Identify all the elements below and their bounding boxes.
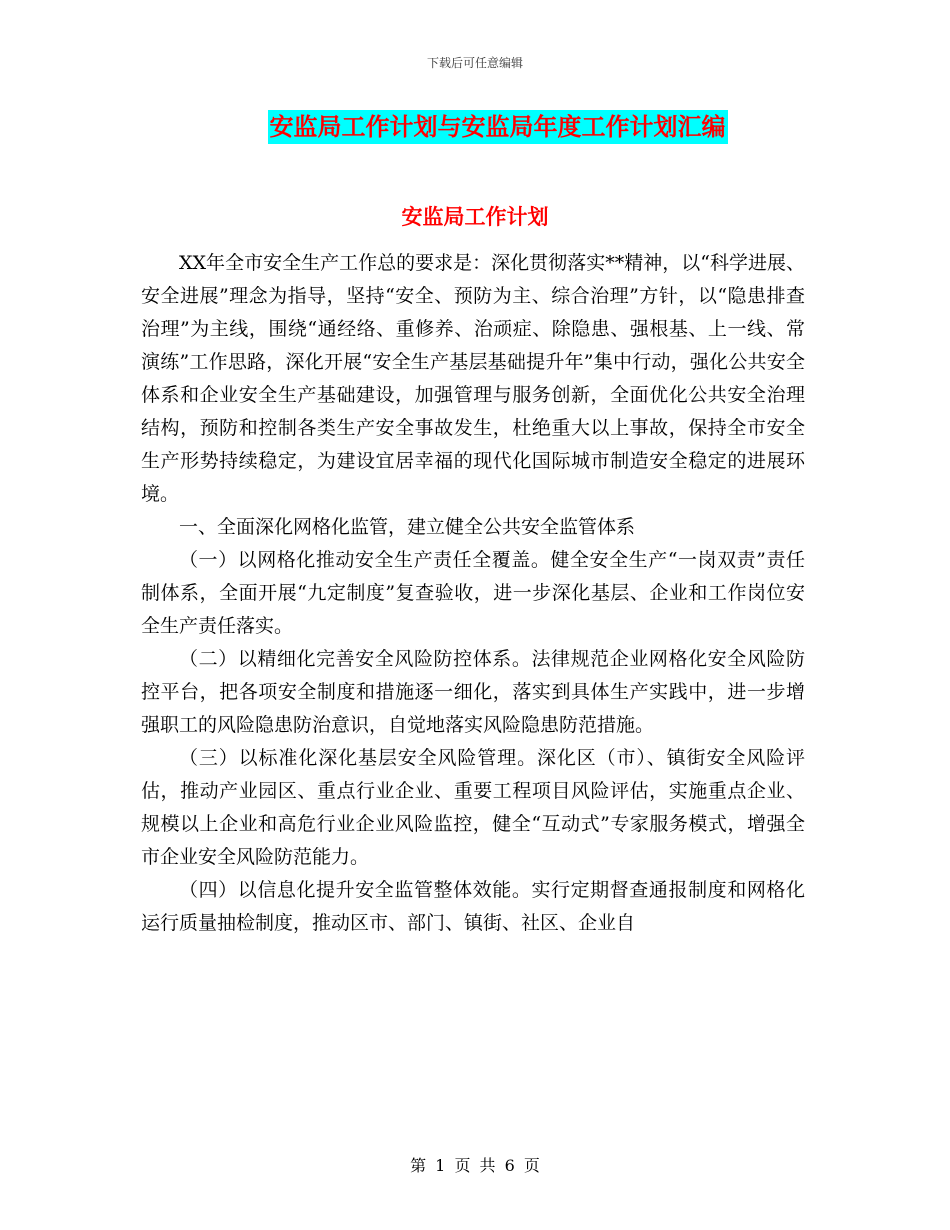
paragraph-item-3: （三）以标准化深化基层安全风险管理。深化区（市）、镇街安全风险评估，推动产业园区、重点行业企业、重要工程项目风险评估，实施重点企业、规模以上企业和高危行业企业风险监控，健全“互动式”专家服务模式，增强全市企业安全风险防范能力。 (141, 747, 805, 868)
document-title: 安监局工作计划与安监局年度工作计划汇编 (268, 110, 728, 144)
section-title: 安监局工作计划 (401, 205, 549, 229)
paragraph-item-2: （二）以精细化完善安全风险防控体系。法律规范企业网格化安全风险防控平台，把各项安全制度和措施逐一细化，落实到具体生产实践中，进一步增强职工的风险隐患防治意识，自觉地落实风险隐患防范措施。 (141, 648, 805, 736)
document-title-container (0, 110, 950, 144)
paragraph-item-1: （一）以网格化推动安全生产责任全覆盖。健全安全生产“一岗双责”责任制体系，全面开展“九定制度”复查验收，进一步深化基层、企业和工作岗位安全生产责任落实。 (141, 549, 805, 637)
heading-part-one: 一、全面深化网格化监管，建立健全公共安全监管体系 (179, 516, 636, 538)
page-number-footer: 第 1 页 共 6 页 (410, 1156, 540, 1175)
document-body (141, 247, 805, 940)
paragraph-intro: XX年全市安全生产工作总的要求是：深化贯彻落实**精神，以“科学进展、安全进展”理念为指导，坚持“安全、预防为主、综合治理”方针，以“隐患排查治理”为主线，围绕“通经络、重修养、治顽症、除隐患、强根基、上一线、常演练”工作思路，深化开展“安全生产基层基础提升年”集中行动，强化公共安全体系和企业安全生产基础建设，加强管理与服务创新，全面优化公共安全治理结构，预防和控制各类生产安全事故发生，杜绝重大以上事故，保持全市安全生产形势持续稳定，为建设宜居幸福的现代化国际城市制造安全稳定的进展环境。 (141, 252, 805, 505)
paragraph-item-4: （四）以信息化提升安全监管整体效能。实行定期督查通报制度和网格化运行质量抽检制度，推动区市、部门、镇街、社区、企业自 (141, 879, 805, 934)
page-header-note: 下载后可任意编辑 (426, 56, 523, 70)
